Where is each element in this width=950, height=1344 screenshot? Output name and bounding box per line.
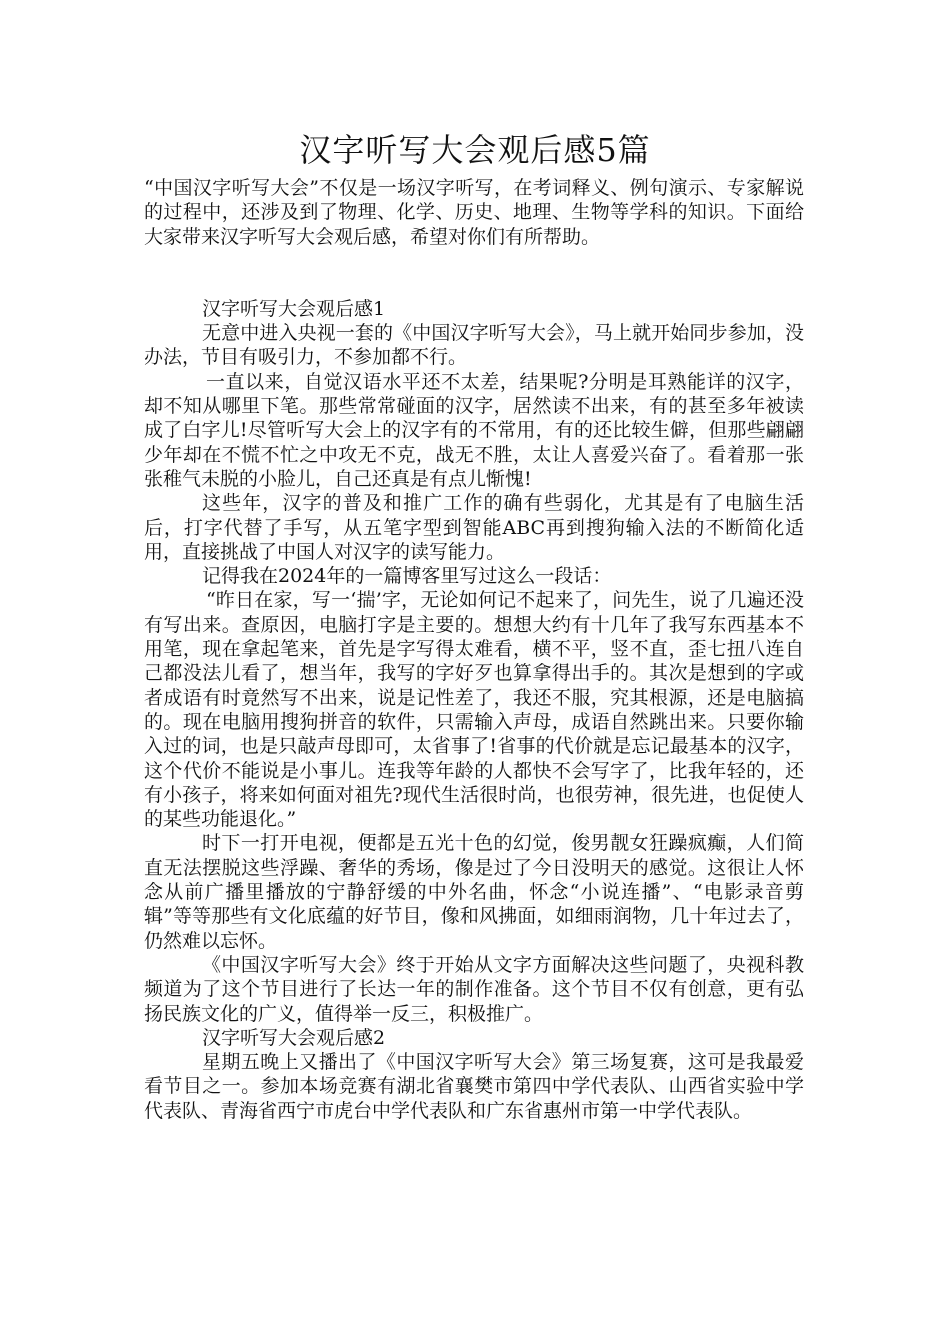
document-body	[144, 176, 804, 1123]
section1-paragraph-3: 这些年，汉字的普及和推广工作的确有些弱化，尤其是有了电脑生活后，打字代替了手写，从五笔字型到智能ABC再到搜狗输入法的不断简化适用，直接挑战了中国人对汉字的读写能力。	[144, 492, 804, 563]
section1-paragraph-1: 无意中进入央视一套的《中国汉字听写大会》，马上就开始同步参加，没办法，节目有吸引力，不参加都不行。	[144, 322, 804, 369]
section2-paragraph-1: 星期五晚上又播出了《中国汉字听写大会》第三场复赛，这可是我最爱看节目之一。参加本场竞赛有湖北省襄樊市第四中学代表队、山西省实验中学代表队、青海省西宁市虎台中学代表队和广东省惠州市第一中学代表队。	[144, 1051, 804, 1122]
section1-quote-paragraph: “昨日在家，写一‘揣’字，无论如何记不起来了，问先生，说了几遍还没有写出来。查原因，电脑打字是主要的。想想大约有十几年了我写东西基本不用笔，现在拿起笔来，首先是字写得太难看，横不平，竖不直，歪七扭八连自己都没法儿看了，想当年，我写的字好歹也算拿得出手的。其次是想到的字或者成语有时竟然写不出来，说是记性差了，我还不服，究其根源，还是电脑搞的。现在电脑用搜狗拼音的软件，只需输入声母，成语自然跳出来。只要你输入过的词，也是只敲声母即可，太省事了!省事的代价就是忘记最基本的汉字，这个代价不能说是小事儿。连我等年龄的人都快不会写字了，比我年轻的，还有小孩子，将来如何面对祖先?现代生活很时尚，也很劳神，很先进，也促使人的某些功能退化。”	[144, 589, 804, 831]
section-heading-1: 汉字听写大会观后感1	[202, 297, 386, 320]
section1-paragraph-2: 一直以来，自觉汉语水平还不太差，结果呢?分明是耳熟能详的汉字，却不知从哪里下笔。那些常常碰面的汉字，居然读不出来，有的甚至多年被读成了白字儿!尽管听写大会上的汉字有的不常用，有的还比较生僻，但那些翩翩少年却在不慌不忙之中攻无不克，战无不胜，太让人喜爱兴奋了。看着那一张张稚气未脱的小脸儿，自己还真是有点儿惭愧!	[144, 370, 804, 490]
section1-paragraph-7: 《中国汉字听写大会》终于开始从文字方面解决这些问题了，央视科教频道为了这个节目进行了长达一年的制作准备。这个节目不仅有创意，更有弘扬民族文化的广义，值得举一反三，积极推广。	[144, 953, 804, 1025]
intro-paragraph: “中国汉字听写大会”不仅是一场汉字听写，在考词释义、例句演示、专家解说的过程中，还涉及到了物理、化学、历史、地理、生物等学科的知识。下面给大家带来汉字听写大会观后感，希望对你们有所帮助。	[144, 177, 804, 248]
section-heading-2: 汉字听写大会观后感2	[202, 1026, 386, 1049]
document-title: 汉字听写大会观后感5篇	[299, 131, 651, 169]
section1-paragraph-4: 记得我在2024年的一篇博客里写过这么一段话：	[202, 565, 612, 588]
section1-paragraph-6: 时下一打开电视，便都是五光十色的幻觉，俊男靓女狂躁疯癫，人们简直无法摆脱这些浮躁、奢华的秀场，像是过了今日没明天的感觉。这很让人怀念从前广播里播放的宁静舒缓的中外名曲，怀念“小说连播”、“电影录音剪辑”等等那些有文化底蕴的好节目，像和风拂面，如细雨润物，几十年过去了，仍然难以忘怀。	[144, 832, 804, 952]
